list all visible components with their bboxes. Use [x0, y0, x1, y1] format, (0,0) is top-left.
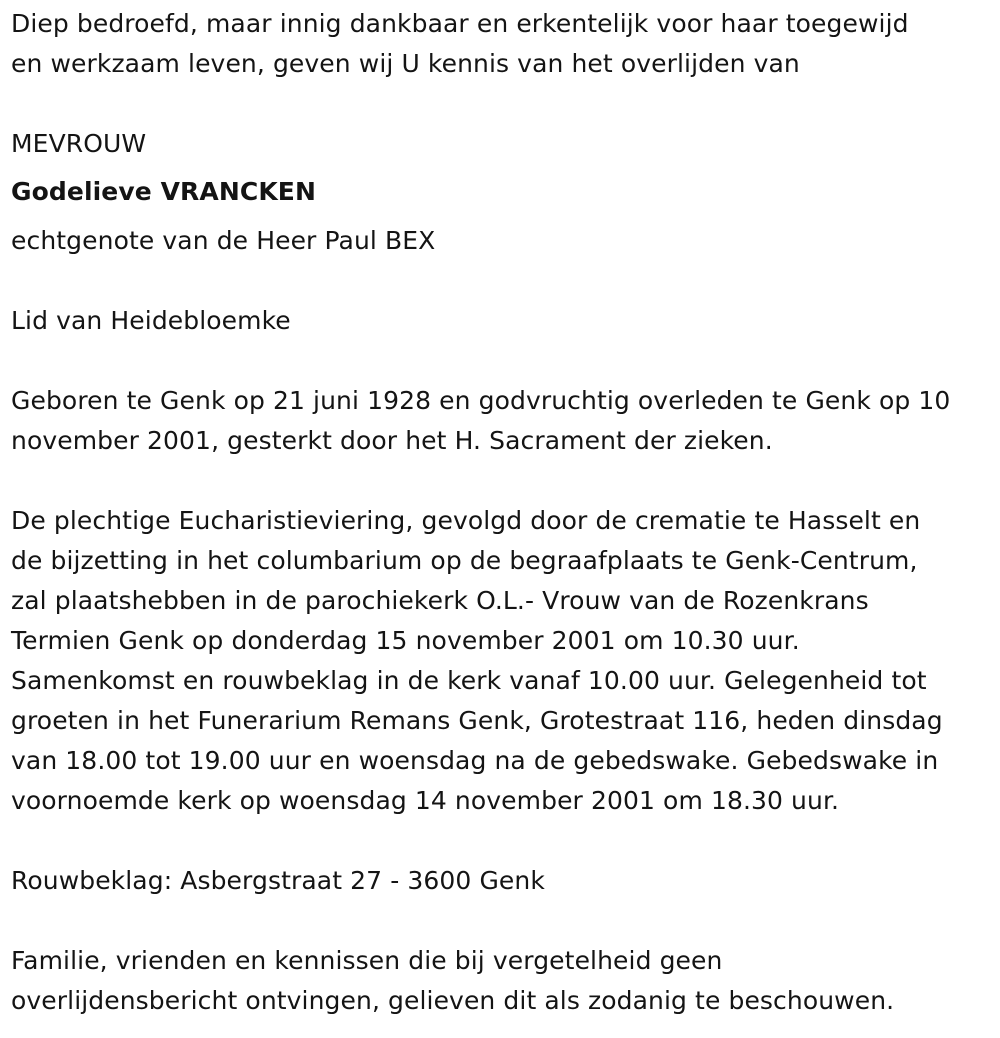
ceremony-line-7: van 18.00 tot 19.00 uur en woensdag na de gebedswake. Gebedswake in	[11, 746, 939, 775]
membership-line: Lid van Heidebloemke	[11, 306, 291, 335]
intro-line-1: Diep bedroefd, maar innig dankbaar en erkentelijk voor haar toegewijd	[11, 9, 909, 38]
spouse-line: echtgenote van de Heer Paul BEX	[11, 226, 436, 255]
ceremony-line-5: Samenkomst en rouwbeklag in de kerk vanaf 10.00 uur. Gelegenheid tot	[11, 666, 927, 695]
deceased-name: Godelieve VRANCKEN	[11, 177, 316, 206]
ceremony-line-1: De plechtige Eucharistieviering, gevolgd door de crematie te Hasselt en	[11, 506, 921, 535]
ceremony-line-2: de bijzetting in het columbarium op de begraafplaats te Genk-Centrum,	[11, 546, 918, 575]
ceremony-line-8: voornoemde kerk op woensdag 14 november 2001 om 18.30 uur.	[11, 786, 840, 815]
intro-line-2: en werkzaam leven, geven wij U kennis van het overlijden van	[11, 49, 800, 78]
closing-line-2: overlijdensbericht ontvingen, gelieven dit als zodanig te beschouwen.	[11, 986, 895, 1015]
condolence-address: Rouwbeklag: Asbergstraat 27 - 3600 Genk	[11, 866, 545, 895]
ceremony-line-3: zal plaatshebben in de parochiekerk O.L.- Vrouw van de Rozenkrans	[11, 586, 869, 615]
birth-death-line-1: Geboren te Genk op 21 juni 1928 en godvruchtig overleden te Genk op 10	[11, 386, 951, 415]
ceremony-line-6: groeten in het Funerarium Remans Genk, Grotestraat 116, heden dinsdag	[11, 706, 943, 735]
ceremony-line-4: Termien Genk op donderdag 15 november 2001 om 10.30 uur.	[11, 626, 800, 655]
birth-death-line-2: november 2001, gesterkt door het H. Sacrament der zieken.	[11, 426, 773, 455]
closing-line-1: Familie, vrienden en kennissen die bij vergetelheid geen	[11, 946, 723, 975]
honorific-title: MEVROUW	[11, 129, 147, 158]
